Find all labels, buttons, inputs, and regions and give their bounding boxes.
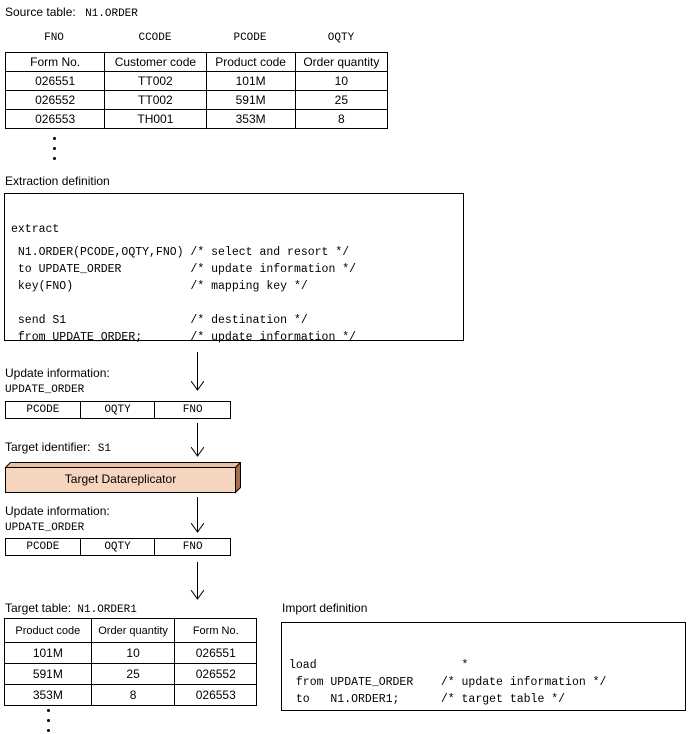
- table-cell: 25: [295, 91, 387, 110]
- table-header-cell: Order quantity: [91, 619, 175, 643]
- field-cell: PCODE: [6, 402, 81, 419]
- target-datareplicator-box: [5, 462, 241, 494]
- dot: [47, 709, 50, 712]
- table-cell: 10: [295, 72, 387, 91]
- table-cell: 026553: [6, 110, 105, 129]
- source-table-name: N1.ORDER: [85, 8, 138, 20]
- table-header-cell: Product code: [5, 619, 92, 643]
- update-information-name: UPDATE_ORDER: [5, 522, 85, 534]
- down-arrow-icon: [191, 497, 204, 532]
- table-cell: 026552: [6, 91, 105, 110]
- field-cell: OQTY: [80, 402, 155, 419]
- dot: [47, 719, 50, 722]
- table-cell: 026551: [6, 72, 105, 91]
- code-line: from UPDATE_ORDER /* update information */: [289, 676, 607, 689]
- target-table: [4, 618, 257, 706]
- table-cell: 8: [91, 685, 175, 706]
- code-line: N1.ORDER(PCODE,OQTY,FNO) /* select and resort */: [11, 246, 350, 259]
- table-header-cell: Order quantity: [295, 53, 387, 72]
- code-line: key(FNO) /* mapping key */: [11, 280, 308, 293]
- table-cell: 101M: [206, 72, 295, 91]
- source-table-caption: [5, 5, 138, 20]
- table-row: [6, 72, 388, 91]
- table-header-cell: Customer code: [105, 53, 206, 72]
- code-line: to UPDATE_ORDER /* update information */: [11, 263, 357, 276]
- field-cell: FNO: [155, 402, 231, 419]
- dot: [47, 729, 50, 732]
- update-information-fields: [5, 401, 231, 419]
- table-cell: 026552: [175, 664, 257, 685]
- table-cell: 353M: [206, 110, 295, 129]
- target-identifier-label: Target identifier:: [5, 440, 91, 454]
- column-code-pcode: PCODE: [233, 32, 267, 44]
- extraction-definition-box: [4, 193, 464, 344]
- table-cell: 591M: [206, 91, 295, 110]
- table-header-cell: Form No.: [6, 53, 105, 72]
- target-identifier-value: S1: [97, 443, 111, 455]
- table-cell: 25: [91, 664, 175, 685]
- column-code-fno: FNO: [44, 32, 64, 44]
- import-definition-box: [281, 622, 686, 711]
- table-cell: 026553: [175, 685, 257, 706]
- table-cell: 10: [91, 643, 175, 664]
- table-cell: TH001: [105, 110, 206, 129]
- import-definition-title: Import definition: [282, 601, 368, 615]
- table-row: [5, 664, 257, 685]
- down-arrow-icon: [191, 423, 204, 456]
- dot: [53, 137, 56, 140]
- update-information-fields: [5, 538, 231, 556]
- target-identifier-caption: [5, 440, 111, 455]
- target-table-name: N1.ORDER1: [77, 604, 137, 616]
- code-line: load *: [289, 659, 469, 672]
- target-table-caption: [5, 601, 137, 616]
- table-header-row: [6, 53, 388, 72]
- extraction-definition-title: Extraction definition: [5, 174, 110, 188]
- code-line: to N1.ORDER1; /* target table */: [289, 693, 566, 706]
- update-information-label: Update information:: [5, 366, 110, 380]
- down-arrow-icon: [191, 352, 204, 390]
- table-cell: TT002: [105, 91, 206, 110]
- code-line: send S1 /* destination */: [11, 314, 308, 327]
- table-row: [6, 110, 388, 129]
- field-cell: PCODE: [6, 539, 81, 556]
- target-datareplicator-label: Target Datareplicator: [64, 472, 177, 486]
- table-cell: 101M: [5, 643, 92, 664]
- field-cell: OQTY: [80, 539, 155, 556]
- down-arrow-icon: [191, 562, 204, 599]
- table-row: [5, 643, 257, 664]
- table-row: [6, 402, 231, 419]
- table-cell: 353M: [5, 685, 92, 706]
- table-cell: 026551: [175, 643, 257, 664]
- code-line: extract: [11, 223, 60, 236]
- code-line: from UPDATE_ORDER; /* update information */: [11, 331, 357, 344]
- table-cell: 591M: [5, 664, 92, 685]
- table-cell: TT002: [105, 72, 206, 91]
- column-code-oqty: OQTY: [327, 32, 355, 44]
- column-code-ccode: CCODE: [138, 32, 172, 44]
- update-information-label: Update information:: [5, 504, 110, 518]
- target-table-label: Target table:: [5, 601, 72, 615]
- table-header-row: [5, 619, 257, 643]
- update-information-name: UPDATE_ORDER: [5, 384, 85, 396]
- table-row: [6, 539, 231, 556]
- table-row: [6, 91, 388, 110]
- dot: [53, 157, 56, 160]
- code-line: [11, 295, 463, 312]
- table-header-cell: Product code: [206, 53, 295, 72]
- table-header-cell: Form No.: [175, 619, 257, 643]
- table-row: [5, 685, 257, 706]
- table-cell: 8: [295, 110, 387, 129]
- field-cell: FNO: [155, 539, 231, 556]
- source-table-label: Source table:: [5, 5, 76, 19]
- dot: [53, 147, 56, 150]
- source-table: [5, 52, 388, 129]
